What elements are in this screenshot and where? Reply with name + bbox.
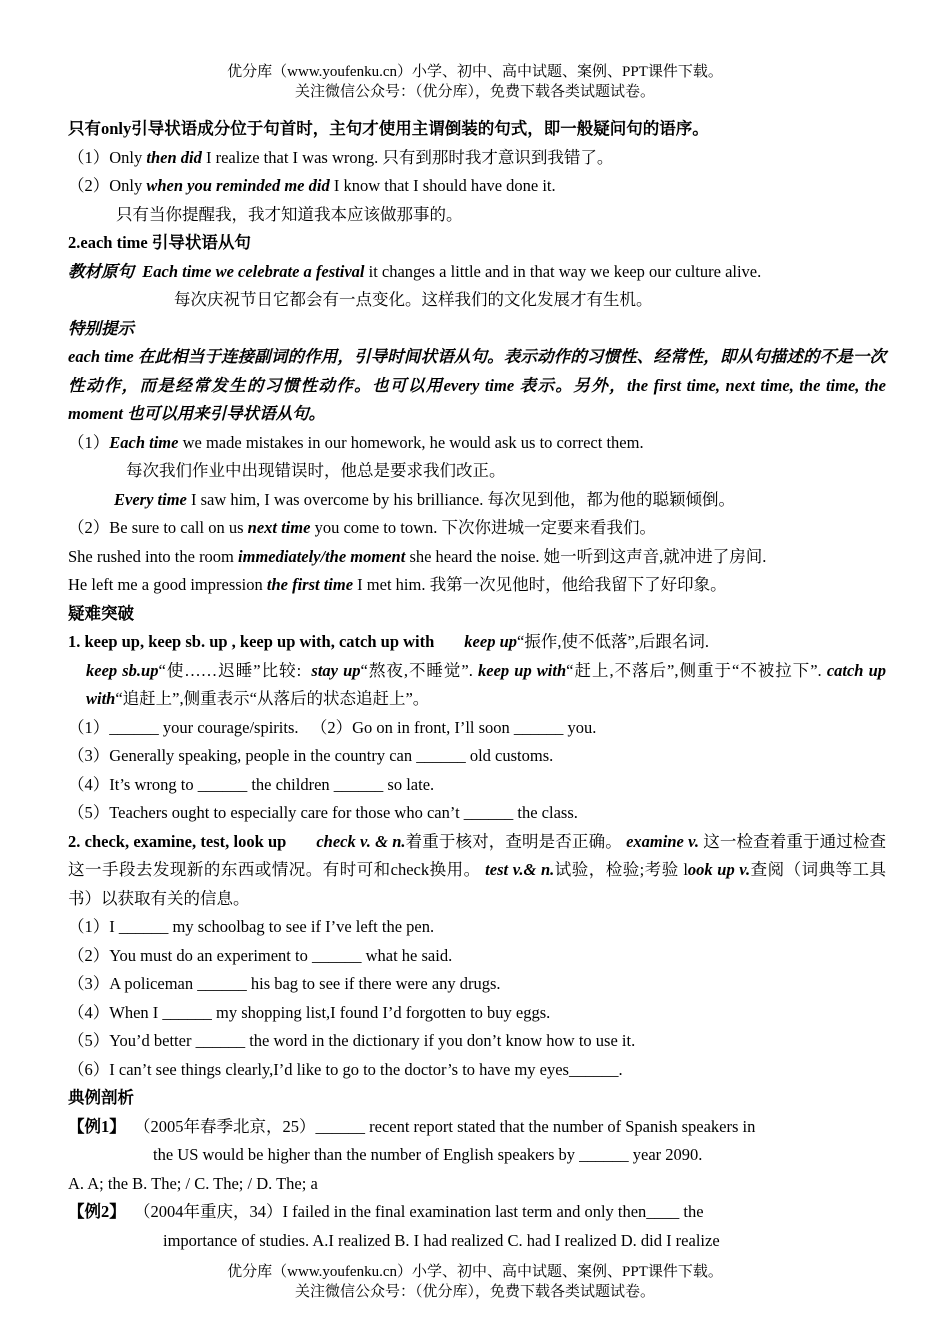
text: “使……迟睡”比较: <box>158 660 302 680</box>
text: “赶上,不落后”,侧重于“不被拉下”. <box>566 660 822 680</box>
text: it changes a little and in that way we keep our culture alive. <box>364 261 762 281</box>
textbook-translation: 每次庆祝节日它都会有一点变化。这样我们的文化发展才有生机。 <box>174 290 653 309</box>
text: 着重于核对，查明是否正确。 <box>405 831 622 851</box>
text: （2）Only <box>68 176 147 195</box>
each-time-example-1 <box>68 429 886 458</box>
question: （2005年春季北京，25）______ recent report stated that the number of Spanish speakers in <box>134 1116 756 1136</box>
tip-text: each time 在此相当于连接副词的作用，引导时间状语从句。表示动作的习惯性、经常性，即从句描述的不是一次性动作，而是经常发生的习惯性动作。也可以用every time 表示。另外，the first time, next time, the time, the moment 也可以用来引导状语从句。 <box>68 347 886 423</box>
check-question-5: （5）You’d better ______ the word in the dictionary if you don’t know how to use it. <box>68 1031 636 1050</box>
emphasis: next time <box>247 518 311 537</box>
only-rule: 只有only引导状语成分位于句首时，主句才使用主谓倒装的句式，即一般疑问句的语序。 <box>68 119 709 138</box>
keep-up-heading <box>68 628 886 657</box>
check-question-6: （6）I can’t see things clearly,I’d like to go to the doctor’s to have my eyes______. <box>68 1059 623 1079</box>
footer-line-2: 关注微信公众号：（优分库），免费下载各类试题试卷。 <box>294 1284 655 1300</box>
check-question-4: （4）When I ______ my shopping list,I found I’d forgotten to buy eggs. <box>68 1002 551 1022</box>
emphasis: Each time we celebrate a festival <box>142 261 365 281</box>
emphasis: keep sb.up <box>86 660 159 680</box>
text: 试验，检验;考验 <box>554 860 679 879</box>
textbook-label: 教材原句 <box>68 261 134 281</box>
example-1-line-2: the US would be higher than the number of English speakers by ______ year 2090. <box>153 1145 703 1164</box>
emphasis: the first time <box>266 575 354 594</box>
emphasis: check v. & n. <box>316 831 406 851</box>
only-example-2-translation: 只有当你提醒我，我才知道我本应该做那事的。 <box>116 204 463 224</box>
example-1-line-1 <box>68 1113 886 1142</box>
keep-up-question-4: （4）It’s wrong to ______ the children ______ so late. <box>68 774 435 794</box>
text: “追赶上”,侧重表示“从落后的状态追赶上”。 <box>115 689 430 708</box>
keep-up-explanation <box>68 657 886 714</box>
keep-up-question-3: （3）Generally speaking, people in the country can ______ old customs. <box>68 746 554 765</box>
document-body <box>68 115 886 1255</box>
example-2-line-2: importance of studies. A.I realized B. I had realized C. had I realized D. did I realize <box>163 1230 720 1250</box>
emphasis: ook up v. <box>687 860 751 879</box>
text: He left me a good impression <box>68 575 267 594</box>
emphasis: immediately/the moment <box>238 546 406 566</box>
text: I know that I should have done it. <box>329 176 556 195</box>
text: l <box>683 860 688 879</box>
page-footer <box>0 1262 950 1302</box>
footer-line-1: 优分库（www.youfenku.cn）小学、初中、高中试题、案例、PPT课件下载。 <box>227 1264 723 1280</box>
text: I realize that I was wrong. 只有到那时我才意识到我错了。 <box>201 147 614 167</box>
question: （2004年重庆，34）I failed in the final examination last term and only then____ the <box>134 1202 704 1221</box>
only-example-2 <box>68 172 886 201</box>
emphasis: Each time <box>109 432 179 452</box>
text: （1）Only <box>68 147 147 167</box>
text: （1） <box>68 432 110 452</box>
header-line-2: 关注微信公众号：（优分库），免费下载各类试题试卷。 <box>294 84 655 100</box>
emphasis: catch up with <box>86 660 887 708</box>
example-2-line-1 <box>68 1198 886 1227</box>
first-time-example <box>68 571 886 600</box>
question: （1）______ your courage/spirits. <box>68 717 299 737</box>
section-title: 2. check, examine, test, look up <box>68 831 287 851</box>
section-2-title: 2.each time 引导状语从句 <box>68 233 251 252</box>
header-line-1: 优分库（www.youfenku.cn）小学、初中、高中试题、案例、PPT课件下载。 <box>227 64 723 80</box>
only-example-1 <box>68 144 886 173</box>
check-explanation <box>68 828 886 914</box>
example-label: 【例2】 <box>68 1202 126 1221</box>
the-moment-example <box>68 543 886 572</box>
textbook-sentence <box>68 258 886 287</box>
text: I saw him, I was overcome by his brilliance. 每次见到他，都为他的聪颖倾倒。 <box>186 489 735 509</box>
case-analysis-title: 典例剖析 <box>68 1088 134 1107</box>
emphasis: stay up <box>311 660 361 680</box>
page-header <box>0 62 950 102</box>
question: （2）Go on in front, I’ll soon ______ you. <box>310 717 597 737</box>
text: we made mistakes in our homework, he would ask us to correct them. <box>178 432 644 452</box>
section-title: 1. keep up, keep sb. up , keep up with, catch up with <box>68 632 435 651</box>
text: “振作,使不低落”,后跟名词. <box>517 632 710 651</box>
text: （2）Be sure to call on us <box>68 518 248 537</box>
text: “熬夜,不睡觉”. <box>360 660 473 680</box>
keep-up-questions-1-2 <box>68 714 886 743</box>
tip-label: 特别提示 <box>68 318 134 338</box>
emphasis: test v.& n. <box>485 860 555 879</box>
text: She rushed into the room <box>68 546 239 566</box>
every-time-example <box>68 486 886 515</box>
text: she heard the noise. 她一听到这声音,就冲进了房间. <box>405 546 767 566</box>
next-time-example <box>68 514 886 543</box>
text: I met him. 我第一次见他时，他给我留下了好印象。 <box>353 575 727 594</box>
text: you come to town. 下次你进城一定要来看我们。 <box>310 518 657 537</box>
emphasis: keep up with <box>478 660 567 680</box>
example-1-options: A. A; the B. The; / C. The; / D. The; a <box>68 1173 318 1193</box>
check-question-1: （1）I ______ my schoolbag to see if I’ve left the pen. <box>68 917 435 936</box>
emphasis: Every time <box>114 489 187 509</box>
emphasis: then did <box>146 147 202 167</box>
emphasis: examine v. <box>626 831 699 851</box>
emphasis: keep up <box>464 632 517 651</box>
each-time-example-1-translation: 每次我们作业中出现错误时，他总是要求我们改正。 <box>126 461 506 480</box>
example-label: 【例1】 <box>68 1116 126 1136</box>
emphasis: when you reminded me did <box>146 176 330 195</box>
text: 这一检查着重于通过检查这一手段去发现新的东西或情况。有时可和check换用。 <box>68 831 887 879</box>
check-question-2: （2）You must do an experiment to ______ what he said. <box>68 945 453 965</box>
text: 查阅（词典等工具书）以获取有关的信息。 <box>68 860 887 908</box>
check-question-3: （3）A policeman ______ his bag to see if there were any drugs. <box>68 974 501 993</box>
difficulty-title: 疑难突破 <box>68 603 134 623</box>
keep-up-question-5: （5）Teachers ought to especially care for those who can’t ______ the class. <box>68 803 578 822</box>
